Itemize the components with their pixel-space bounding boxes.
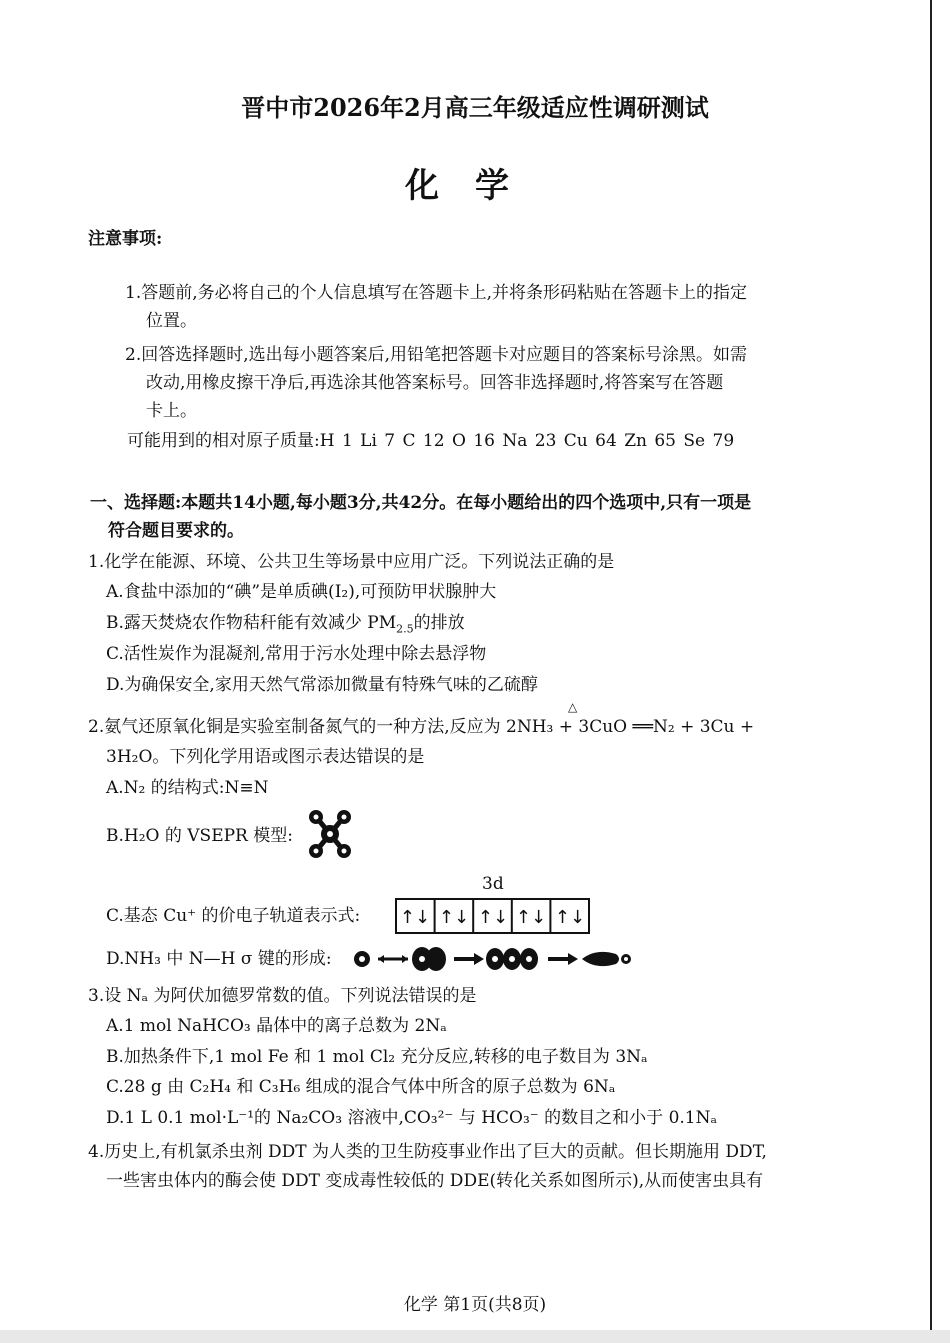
q1-option-d: D.为确保安全,家用天然气常添加微量有特殊气味的乙硫醇 xyxy=(106,675,538,695)
subject-title: 化学 xyxy=(405,166,545,206)
exam-title: 晋中市2026年2月高三年级适应性调研测试 xyxy=(241,93,709,122)
orbital-box-3: ↑↓ xyxy=(477,907,509,928)
q3-stem: 3.设 Nₐ 为阿伏加德罗常数的值。下列说法错误的是 xyxy=(88,986,477,1006)
orbital-diagram xyxy=(395,898,590,934)
scan-bottom-band xyxy=(0,1330,950,1343)
vsepr-model-icon xyxy=(305,808,355,860)
reaction-heat-symbol: △ xyxy=(568,700,578,714)
atomic-masses: 可能用到的相对原子质量:H 1 Li 7 C 12 O 16 Na 23 Cu 64 Zn 65 Se 79 xyxy=(127,431,735,451)
q2-option-b: B.H₂O 的 VSEPR 模型: xyxy=(106,826,293,846)
q3-option-c: C.28 g 由 C₂H₄ 和 C₃H₆ 组成的混合气体中所含的原子总数为 6Nₐ xyxy=(106,1077,616,1097)
orbital-3d-label: 3d xyxy=(482,874,504,894)
notice-item-2-line-2: 改动,用橡皮擦干净后,再选涂其他答案标号。回答非选择题时,将答案写在答题 xyxy=(146,373,724,393)
q4-stem-line-1: 4.历史上,有机氯杀虫剂 DDT 为人类的卫生防疫事业作出了巨大的贡献。但长期施用 DDT, xyxy=(88,1142,767,1162)
notice-heading: 注意事项: xyxy=(88,229,163,249)
q3-option-d: D.1 L 0.1 mol·L⁻¹的 Na₂CO₃ 溶液中,CO₃²⁻ 与 HCO₃⁻ 的数目之和小于 0.1Nₐ xyxy=(106,1108,718,1128)
notice-item-2-line-3: 卡上。 xyxy=(146,401,197,421)
page-footer: 化学 第1页(共8页) xyxy=(403,1295,547,1315)
q2-option-c: C.基态 Cu⁺ 的价电子轨道表示式: xyxy=(106,906,361,926)
q1-option-c: C.活性炭作为混凝剂,常用于污水处理中除去悬浮物 xyxy=(106,644,487,664)
orbital-box-1: ↑↓ xyxy=(399,907,431,928)
section-1-heading-line-1: 一、选择题:本题共14小题,每小题3分,共42分。在每小题给出的四个选项中,只有一项是 xyxy=(90,493,752,513)
q1-stem: 1.化学在能源、环境、公共卫生等场景中应用广泛。下列说法正确的是 xyxy=(88,552,615,572)
q2-stem-line-1: 2.氨气还原氧化铜是实验室制备氮气的一种方法,反应为 2NH₃ + 3CuO ══N₂ + 3Cu + xyxy=(88,717,755,737)
q3-option-b: B.加热条件下,1 mol Fe 和 1 mol Cl₂ 充分反应,转移的电子数目为 3Nₐ xyxy=(106,1047,648,1067)
q4-stem-line-2: 一些害虫体内的酶会使 DDT 变成毒性较低的 DDE(转化关系如图所示),从而使害虫具有 xyxy=(106,1171,764,1191)
q3-option-a: A.1 mol NaHCO₃ 晶体中的离子总数为 2Nₐ xyxy=(106,1016,447,1036)
orbital-box-5: ↑↓ xyxy=(554,907,586,928)
q1-option-a: A.食盐中添加的“碘”是单质碘(I₂),可预防甲状腺肿大 xyxy=(106,582,497,602)
notice-item-2-line-1: 2.回答选择题时,选出每小题答案后,用铅笔把答题卡对应题目的答案标号涂黑。如需 xyxy=(125,345,748,365)
notice-item-1-line-2: 位置。 xyxy=(146,311,197,331)
q2-option-d: D.NH₃ 中 N—H σ 键的形成: xyxy=(106,949,332,969)
q2-stem-line-2: 3H₂O。下列化学用语或图示表达错误的是 xyxy=(106,747,425,767)
section-1-heading-line-2: 符合题目要求的。 xyxy=(108,521,244,541)
q2-option-a: A.N₂ 的结构式:N≡N xyxy=(106,778,269,798)
notice-item-1-line-1: 1.答题前,务必将自己的个人信息填写在答题卡上,并将条形码粘贴在答题卡上的指定 xyxy=(125,283,748,303)
orbital-box-4: ↑↓ xyxy=(515,907,547,928)
sigma-bond-formation-diagram xyxy=(350,944,635,974)
q1-option-b: B.露天焚烧农作物秸秆能有效减少 $PM_{2.5}$的排放 xyxy=(106,613,465,636)
orbital-box-2: ↑↓ xyxy=(438,907,470,928)
